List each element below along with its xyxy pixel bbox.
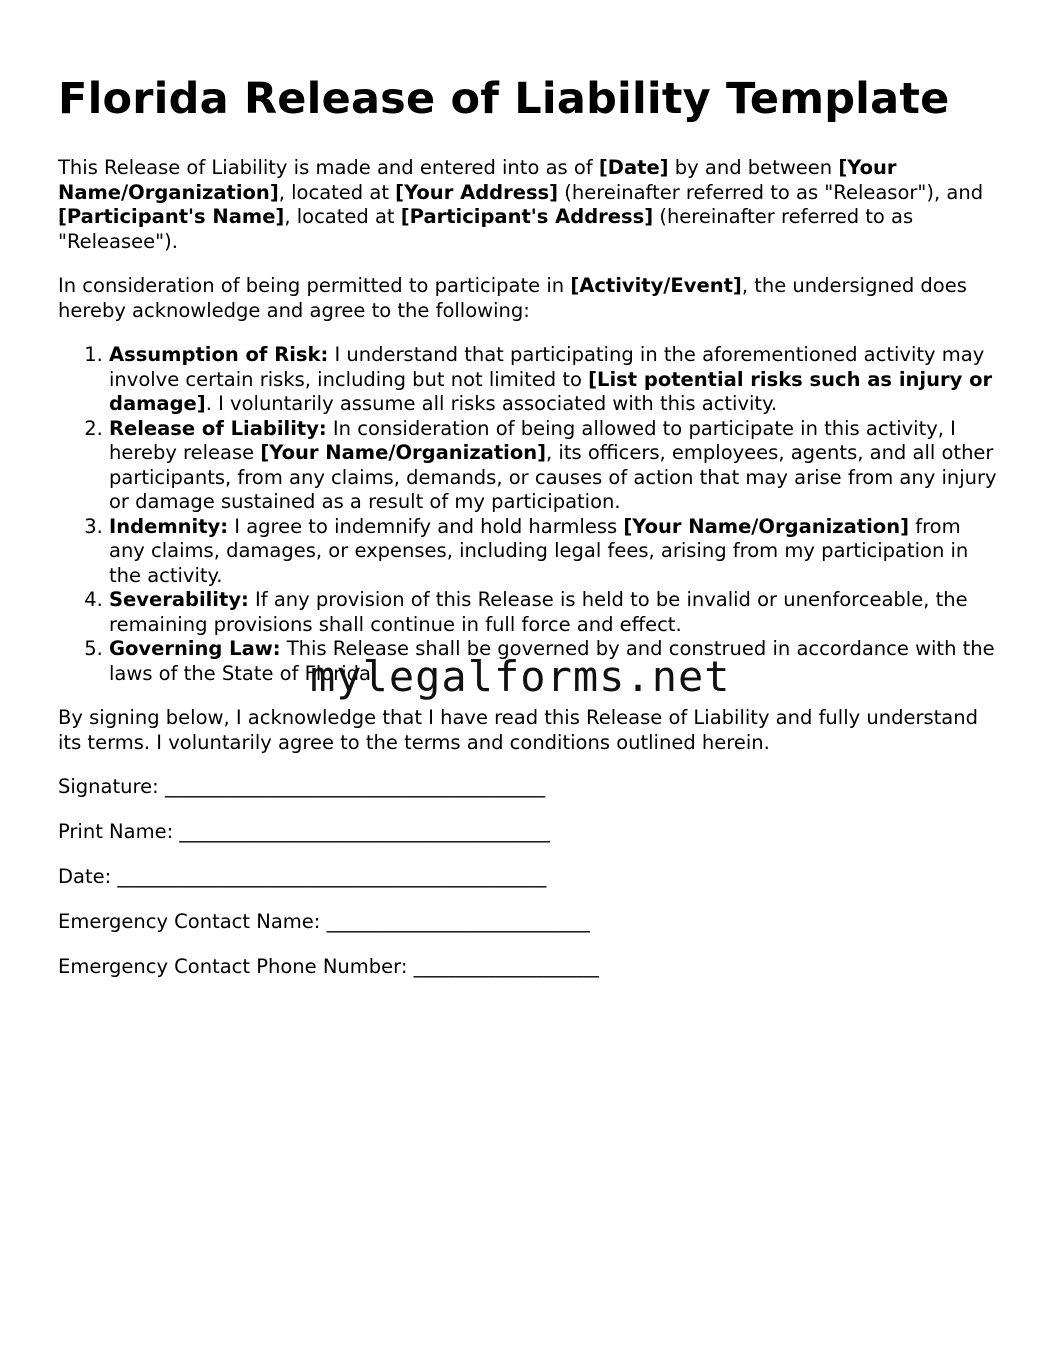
clause-text: . I voluntarily assume all risks associated with this activity.	[205, 392, 778, 415]
field-label: Emergency Contact Name:	[58, 910, 321, 933]
field-label: Emergency Contact Phone Number:	[58, 955, 408, 978]
watermark-logo: mylegalforms.net	[310, 652, 731, 701]
field-blank-line[interactable]: _______________________________________	[164, 775, 546, 798]
intro-text: This Release of Liability is made and entered into as of	[58, 156, 599, 179]
releasor-address-placeholder: [Your Address]	[395, 180, 559, 204]
clause-text: In consideration of being allowed to participate in this activity, I hereby release	[109, 416, 956, 464]
field-label: Date:	[58, 865, 112, 888]
clause-heading: Governing Law:	[109, 637, 281, 660]
consideration-text: , the undersigned does hereby acknowledge and agree to the following:	[58, 274, 967, 322]
field-blank-line[interactable]: ___________________	[413, 955, 599, 978]
organization-placeholder: [Your Name/Organization]	[260, 441, 547, 464]
acknowledgment-paragraph: By signing below, I acknowledge that I have read this Release of Liability and fully understand its terms. I voluntarily agree to the terms and conditions outlined herein.	[58, 706, 978, 754]
clause-list	[58, 343, 998, 686]
date-field[interactable]	[58, 865, 998, 890]
clause-severability	[109, 588, 998, 637]
clause-assumption-of-risk	[109, 343, 998, 417]
risks-placeholder: [List potential risks such as injury or damage]	[109, 367, 993, 415]
signature-field[interactable]	[58, 775, 998, 800]
intro-text: , located at	[284, 205, 401, 228]
consideration-text: In consideration of being permitted to participate in	[58, 274, 571, 297]
clause-text: If any provision of this Release is held to be invalid or unenforceable, the remaining provisions shall continue in full force and effect.	[109, 588, 968, 636]
clause-release-of-liability	[109, 417, 998, 515]
field-label: Signature:	[58, 775, 159, 798]
signature-block	[58, 775, 998, 980]
emergency-contact-phone-field[interactable]	[58, 955, 998, 980]
releasor-name-placeholder: [Your Name/Organization]	[58, 156, 897, 204]
consideration-paragraph	[58, 274, 998, 323]
field-blank-line[interactable]: ___________________________	[326, 910, 590, 933]
field-blank-line[interactable]: ______________________________________	[179, 820, 550, 843]
clause-text: I understand that participating in the aforementioned activity may involve certain risks, including but not limited to	[109, 343, 985, 391]
emergency-contact-name-field[interactable]	[58, 910, 998, 935]
clause-heading: Assumption of Risk:	[109, 343, 329, 366]
clause-text: I agree to indemnify and hold harmless	[228, 514, 624, 538]
clause-text: , its officers, employees, agents, and all other participants, from any claims, demands, or causes of action that may arise from any injury or damage sustained as a result of my participation.	[109, 441, 997, 513]
intro-text: by and between	[668, 156, 839, 179]
organization-placeholder: [Your Name/Organization]	[623, 514, 909, 538]
participant-address-placeholder: [Participant's Address]	[400, 205, 654, 228]
document-title: Florida Release of Liability Template	[58, 74, 950, 124]
clause-text: This Release shall be governed by and construed in accordance with the laws of the State of Florida.	[109, 637, 995, 685]
clause-heading: Indemnity:	[109, 514, 229, 538]
intro-text: (hereinafter referred to as "Releasor"), and	[558, 180, 984, 204]
activity-placeholder: [Activity/Event]	[570, 274, 742, 297]
intro-text: , located at	[278, 180, 396, 204]
field-label: Print Name:	[58, 820, 174, 843]
intro-text: (hereinafter referred to as "Releasee").	[58, 205, 914, 253]
field-blank-line[interactable]: ____________________________________________	[117, 865, 547, 888]
clause-heading: Release of Liability:	[109, 416, 327, 440]
print-name-field[interactable]	[58, 820, 998, 845]
clause-governing-law	[109, 637, 998, 686]
document-page	[58, 70, 998, 1000]
clause-indemnity	[109, 515, 998, 589]
date-placeholder: [Date]	[598, 156, 669, 179]
participant-name-placeholder: [Participant's Name]	[58, 205, 285, 228]
clause-heading: Severability:	[109, 588, 249, 611]
intro-paragraph	[58, 156, 998, 254]
clause-text: from any claims, damages, or expenses, including legal fees, arising from my participation in the activity.	[109, 514, 969, 587]
